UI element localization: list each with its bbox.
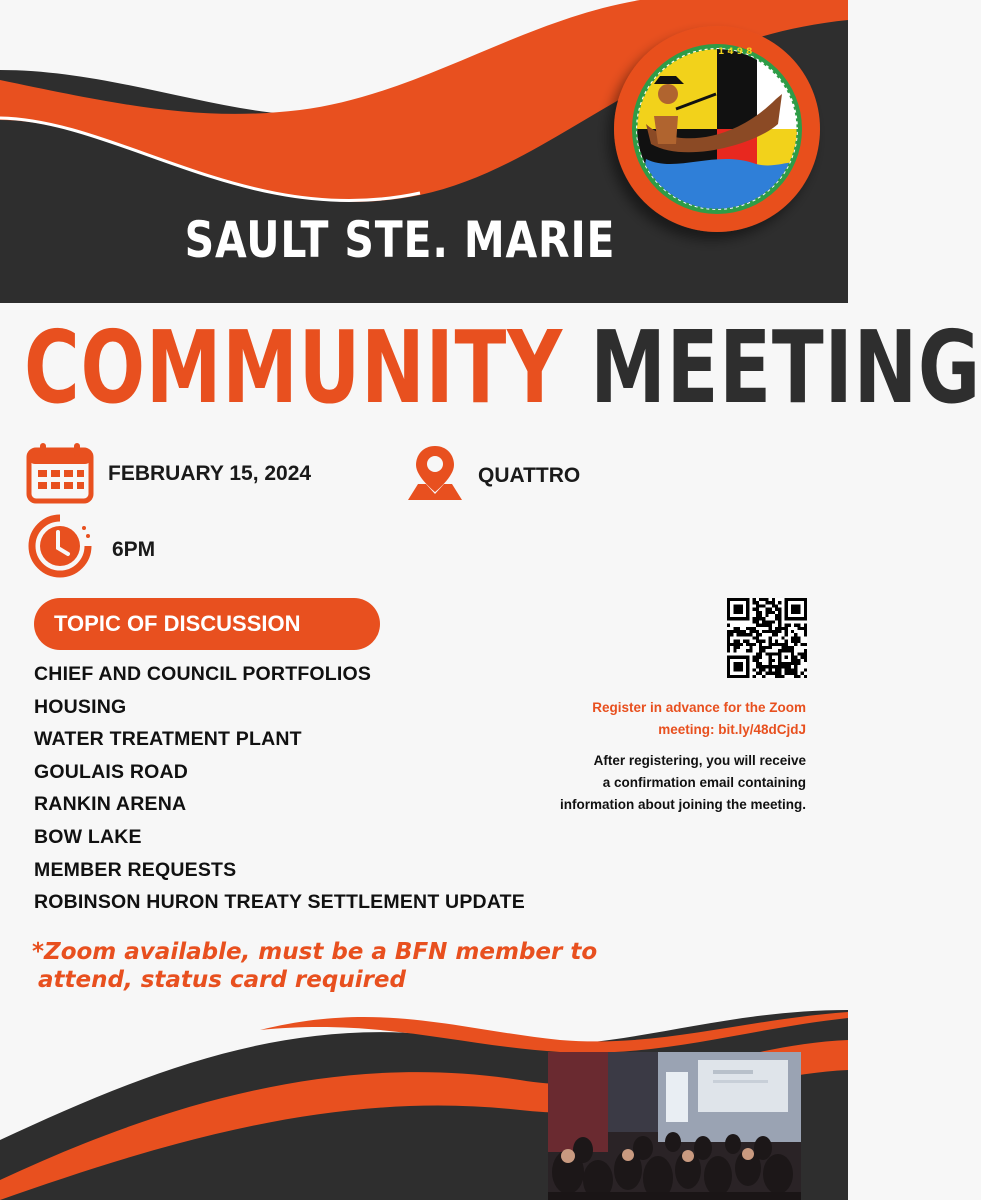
clock-icon bbox=[28, 514, 92, 578]
register-line: Register in advance for the Zoom bbox=[592, 700, 806, 715]
list-item: HOUSING bbox=[34, 695, 127, 718]
qr-code[interactable] bbox=[727, 598, 807, 678]
zoom-note-line1: *Zoom available, must be a BFN member to bbox=[32, 939, 598, 965]
topic-heading: TOPIC OF DISCUSSION bbox=[34, 598, 380, 650]
zoom-note bbox=[32, 938, 672, 994]
audience-photo bbox=[548, 1052, 801, 1200]
location-pin-icon bbox=[406, 444, 464, 502]
svg-text:1 4 9 8: 1 4 9 8 bbox=[718, 47, 753, 57]
list-item: BOW LAKE bbox=[34, 825, 142, 848]
register-info bbox=[506, 697, 806, 741]
event-time: 6PM bbox=[112, 538, 156, 561]
after-register-info bbox=[496, 750, 806, 816]
after-line: information about joining the meeting. bbox=[560, 797, 806, 812]
register-link[interactable]: meeting: bit.ly/48dCjdJ bbox=[658, 722, 806, 737]
list-item: RANKIN ARENA bbox=[34, 793, 187, 816]
after-line: After registering, you will receive bbox=[593, 753, 806, 768]
list-item: WATER TREATMENT PLANT bbox=[34, 728, 302, 751]
page-title bbox=[24, 308, 981, 428]
event-location: QUATTRO bbox=[478, 464, 581, 487]
event-date: FEBRUARY 15, 2024 bbox=[108, 462, 312, 485]
title-community: COMMUNITY bbox=[24, 309, 563, 426]
after-line: a confirmation email containing bbox=[602, 775, 806, 790]
city-title: SAULT STE. MARIE bbox=[184, 211, 616, 269]
calendar-icon bbox=[26, 442, 94, 504]
list-item: GOULAIS ROAD bbox=[34, 760, 189, 783]
zoom-note-line2: attend, status card required bbox=[38, 967, 406, 993]
topic-list bbox=[34, 658, 525, 919]
community-logo bbox=[606, 24, 828, 234]
title-meeting: MEETING bbox=[590, 309, 981, 426]
list-item: CHIEF AND COUNCIL PORTFOLIOS bbox=[34, 663, 372, 685]
list-item: MEMBER REQUESTS bbox=[34, 858, 237, 881]
list-item: ROBINSON HURON TREATY SETTLEMENT UPDATE bbox=[34, 891, 525, 914]
